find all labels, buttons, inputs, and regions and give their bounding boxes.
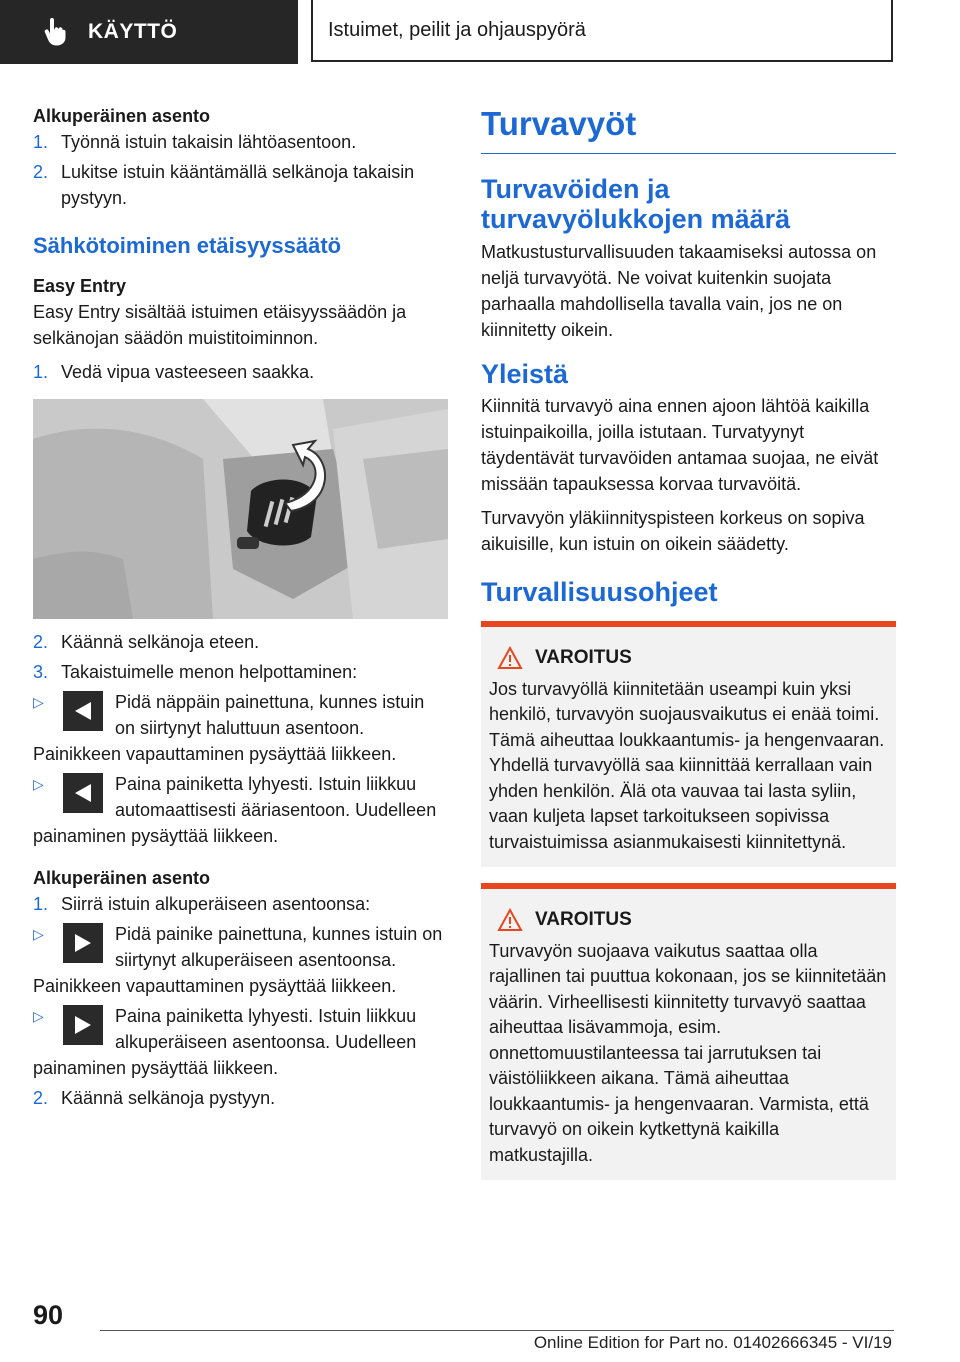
seat-lever-illustration [33,399,448,619]
chapter-heading: Turvavyöt [481,103,896,154]
list-item: 1. Vedä vipua vasteeseen saakka. [33,362,315,382]
seat-forward-button-icon [63,1005,103,1045]
warning-text: Jos turvavyöllä kiinnitetään useampi kuin yksi henkilö, turvavyön suojausvaikutus ei enää toimi. Tämä aiheuttaa loukkaantumis- ja hengenvaaran. Yhdellä turvavyöllä saa kiinnittää kerrallaan vain yhden henkilön. Älä ota vauvaa tai lasta syliin, vaan kuljeta lapset tarkoitukseen sopivissa turvaistuimissa asianmukaisesti kiinnitettynä. [489,678,885,852]
triangle-bullet-icon: ▷ [33,1008,44,1024]
sub-steps [33,689,448,849]
left-column [33,103,448,1115]
section-title: Istuimet, peilit ja ohjauspyörä [311,0,893,62]
triangle-bullet-icon: ▷ [33,694,44,710]
footer-divider [100,1330,894,1331]
page-number: 90 [33,1300,64,1330]
steps-list-3 [33,629,448,849]
chapter-title: KÄYTTÖ [88,20,178,43]
steps-list-2 [33,359,448,385]
list-item: 1. Siirrä istuin alkuperäiseen asentoonsa: ▷ Pidä painike painettuna, kunnes istuin on siirtynyt alkuperäiseen asentoonsa. Painikkeen vapauttaminen pysäyttää liikkeen. ▷ Paina painiketta lyhyesti. Istuin liikkuu alkuperäiseen asentoonsa. Uudelleen painaminen pysäyttää liikkeen. [33,891,448,1081]
warning-box [481,883,896,1180]
paragraph: Turvavyön yläkiinnityspisteen korkeus on sopiva aikuisille, kun istuin on oikein säädetty. [481,508,865,554]
warning-text: Turvavyön suojaava vaikutus saattaa olla rajallinen tai puuttua kokonaan, jos se kiinnitetään väärin. Virheellisesti kiinnitetty turvavyö saattaa aiheuttaa lisävammoja, esim. onnettomuustilanteessa tai jarrutuksen tai väistöliikkeen aikana. Tämä aiheuttaa loukkaantumis- ja hengenvaaran. Varmista, että turvavyö on oikein kytkettynä kaikilla matkustajilla. [489,940,887,1165]
section-heading: Sähkötoiminen etäisyyssäätö [33,233,342,258]
warning-box [481,621,896,867]
warning-triangle-icon [497,646,523,670]
sub-step: ▷ Paina painiketta lyhyesti. Istuin liikkuu automaattisesti ääriasentoon. Uudelleen painaminen pysäyttää liikkeen. [33,771,448,849]
section-heading: Turvavöiden ja turvavyölukkojen määrä [481,174,791,234]
sub-step: ▷ Paina painiketta lyhyesti. Istuin liikkuu alkuperäiseen asentoonsa. Uudelleen painaminen pysäyttää liikkeen. [33,1003,448,1081]
subheading-easy-entry: Easy Entry [33,276,127,296]
seat-forward-button-icon [63,923,103,963]
warning-heading: VAROITUS [489,645,888,671]
list-item: 3. Takaistuimelle menon helpottaminen: ▷ Pidä näppäin painettuna, kunnes istuin on siirtynyt haluttuun asentoon. Painikkeen vapauttaminen pysäyttää liikkeen. ▷ Paina painiketta lyhyesti. Istuin liikkuu automaattisesti ääriasentoon. Uudelleen painaminen pysäyttää liikkeen. [33,659,448,849]
steps-list-1 [33,129,448,211]
sub-steps [33,921,448,1081]
seat-lever-photo [33,399,448,619]
list-item: 1. Työnnä istuin takaisin lähtöasentoon. [33,132,357,152]
seat-back-button-icon [63,691,103,731]
chapter-tab [0,0,298,64]
warning-triangle-icon [497,908,523,932]
subheading-original-position-2: Alkuperäinen asento [33,868,211,888]
triangle-bullet-icon: ▷ [33,926,44,942]
list-item: 2. Lukitse istuin kääntämällä selkänoja takaisin pystyyn. [33,162,415,208]
steps-list-4 [33,891,448,1111]
paragraph: Matkustusturvallisuuden takaamiseksi autossa on neljä turvavyötä. Ne voivat kuitenkin suojata parhaalla mahdollisella tavalla vain, jos ne on kiinnitetty oikein. [481,242,877,340]
sub-step: ▷ Pidä painike painettuna, kunnes istuin on siirtynyt alkuperäiseen asentoonsa. Painikkeen vapauttaminen pysäyttää liikkeen. [33,921,448,999]
subheading-original-position: Alkuperäinen asento [33,106,211,126]
list-item: 2. Käännä selkänoja pystyyn. [33,1088,276,1108]
paragraph: Easy Entry sisältää istuimen etäisyyssäädön ja selkänojan säädön muistitoiminnon. [33,302,407,348]
warning-heading: VAROITUS [489,907,888,933]
edition-note: Online Edition for Part no. 01402666345 - VI/19 [533,1333,892,1352]
triangle-bullet-icon: ▷ [33,776,44,792]
section-heading-safety: Turvallisuusohjeet [481,577,718,607]
section-heading-general: Yleistä [481,359,569,389]
paragraph: Kiinnitä turvavyö aina ennen ajoon lähtöä kaikilla istuinpaikoilla, joilla istutaan. Turvatyynyt täydentävät turvavöiden antamaa suojaa, ne eivät missään tapauksessa korvaa turvavöitä. [481,396,879,494]
right-column [481,103,896,1180]
seat-back-button-icon [63,773,103,813]
hand-pointer-icon [42,18,66,46]
list-item: 2. Käännä selkänoja eteen. [33,632,260,652]
sub-step: ▷ Pidä näppäin painettuna, kunnes istuin on siirtynyt haluttuun asentoon. Painikkeen vapauttaminen pysäyttää liikkeen. [33,689,448,767]
